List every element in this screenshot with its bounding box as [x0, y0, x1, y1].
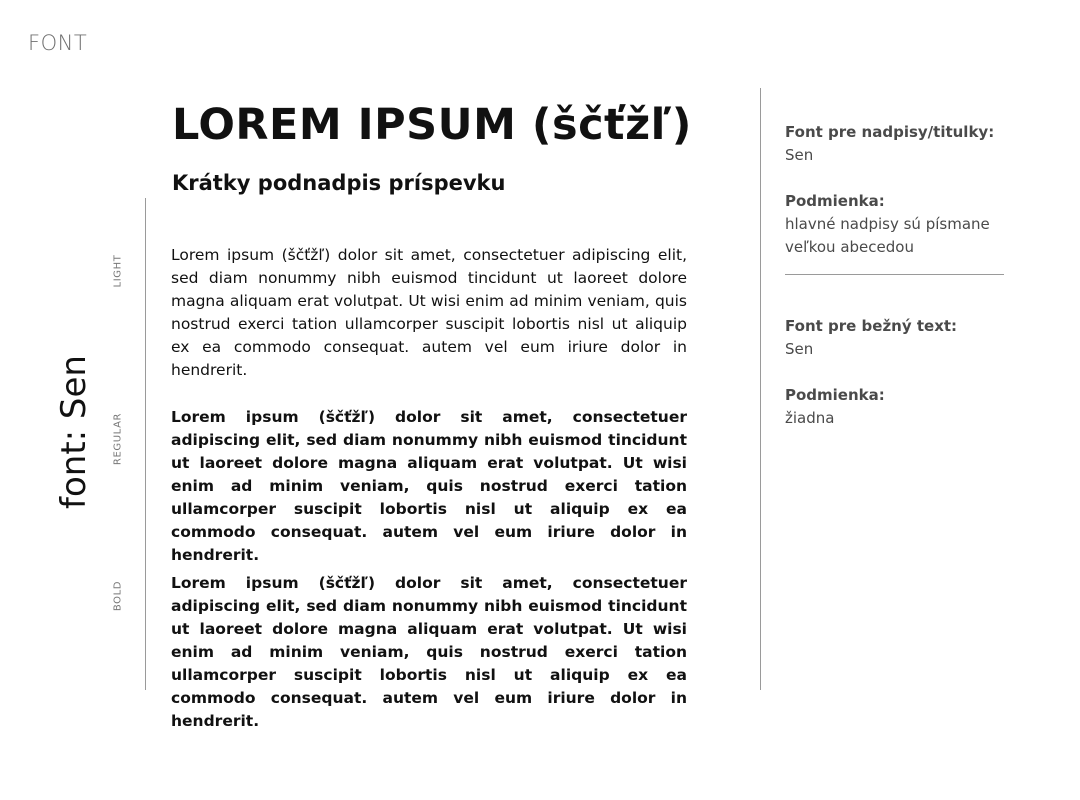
- headings-font-label: Font pre nadpisy/titulky:: [785, 123, 995, 141]
- font-name-label: font: Sen: [54, 355, 94, 509]
- body-sample-bold: Lorem ipsum (ščťžľ) dolor sit amet, consectetuer adipiscing elit, sed diam nonummy nibh euismod tincidunt ut laoreet dolore magna aliquam erat volutpat. Ut wisi enim ad minim veniam, quis nostrud exerci tation ullamcorper suscipit lobortis nisl ut aliquip ex ea commodo consequat. autem vel eum iriure dolor in hendrerit.: [171, 574, 687, 730]
- headings-font-block: [785, 121, 1010, 167]
- headline-sample: LOREM IPSUM (ščťžľ): [172, 100, 692, 150]
- body-sample-light: Lorem ipsum (ščťžľ) dolor sit amet, consectetuer adipiscing elit, sed diam nonummy nibh euismod tincidunt ut laoreet dolore magna aliquam erat volutpat. Ut wisi enim ad minim veniam, quis nostrud exerci tation ullamcorper suscipit lobortis nisl ut aliquip ex ea commodo consequat. autem vel eum iriure dolor in hendrerit.: [171, 246, 687, 379]
- body-font-block: [785, 315, 1010, 361]
- headings-font-value: Sen: [785, 146, 814, 164]
- body-font-label: Font pre bežný text:: [785, 317, 958, 335]
- headings-condition-label: Podmienka:: [785, 192, 885, 210]
- body-condition-label: Podmienka:: [785, 386, 885, 404]
- body-condition-block: [785, 384, 1010, 430]
- page-label: FONT: [28, 31, 88, 55]
- info-divider: [785, 274, 1004, 275]
- weight-label-bold: BOLD: [112, 580, 124, 612]
- left-divider: [145, 198, 146, 690]
- body-condition-value: žiadna: [785, 409, 835, 427]
- headings-condition-block: [785, 190, 1010, 259]
- subtitle-sample: Krátky podnadpis príspevku: [172, 171, 506, 195]
- body-font-value: Sen: [785, 340, 814, 358]
- body-sample-regular: Lorem ipsum (ščťžľ) dolor sit amet, consectetuer adipiscing elit, sed diam nonummy nibh euismod tincidunt ut laoreet dolore magna aliquam erat volutpat. Ut wisi enim ad minim veniam, quis nostrud exerci tation ullamcorper suscipit lobortis nisl ut aliquip ex ea commodo consequat. autem vel eum iriure dolor in hendrerit.: [171, 408, 687, 564]
- headings-condition-value: hlavné nadpisy sú písmane veľkou abecedou: [785, 215, 990, 256]
- center-divider: [760, 88, 761, 690]
- weight-label-regular: REGULAR: [112, 412, 124, 466]
- weight-label-light: LIGHT: [112, 254, 124, 288]
